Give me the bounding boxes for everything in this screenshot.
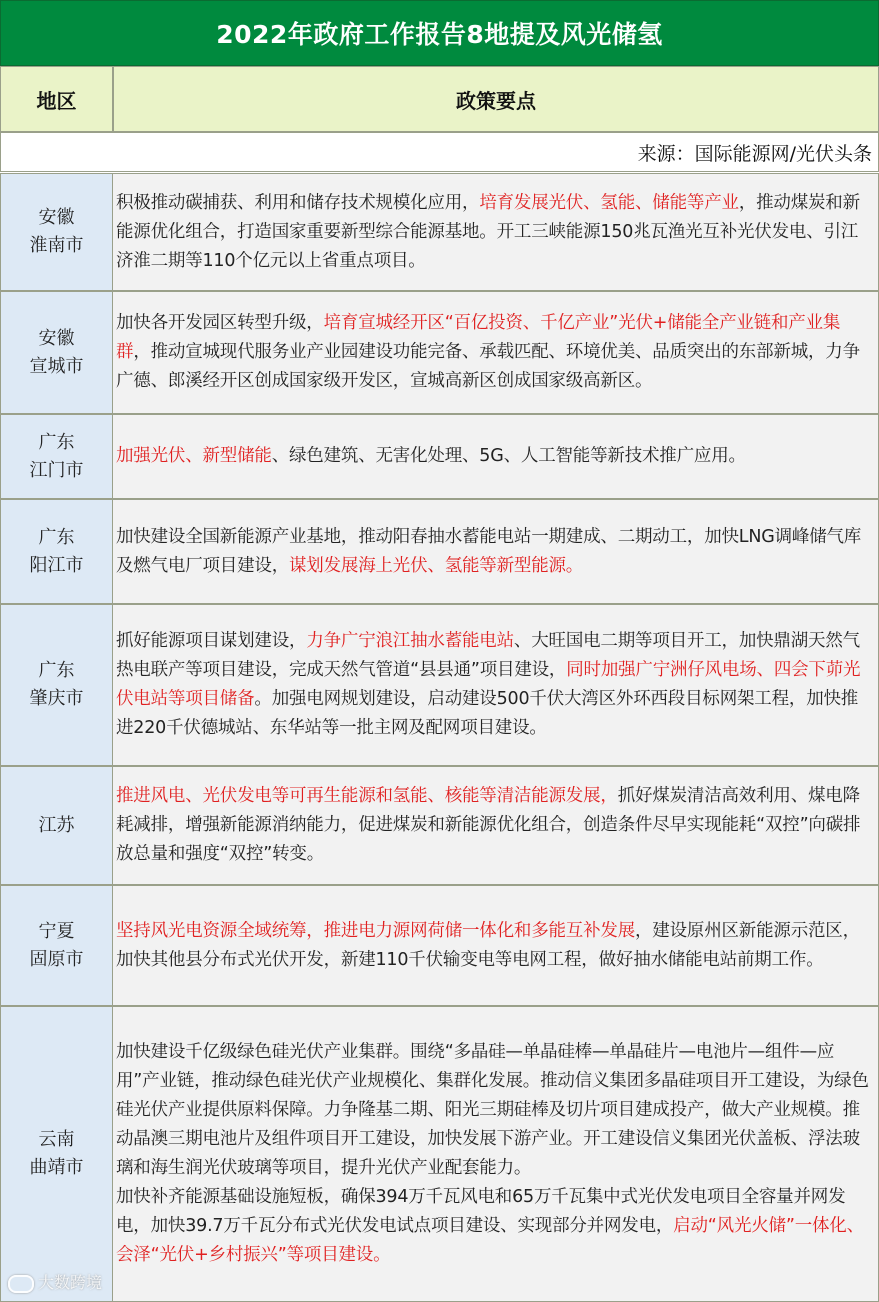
region-cell bbox=[0, 291, 113, 414]
policy-text: 积极推动碳捕获、利用和储存技术规模化应用， bbox=[116, 192, 480, 213]
header-policy: 政策要点 bbox=[113, 66, 879, 132]
policy-text: 加快各开发园区转型升级， bbox=[116, 313, 324, 333]
policy-highlight-text: 培育宣城经开区“百亿投资、千亿产业”光伏+储能全产业链和产业集群 bbox=[116, 313, 841, 362]
policy-highlight-text: 推进风电、光伏发电等可再生能源和氢能、核能等清洁能源发展， bbox=[116, 786, 618, 806]
region-cell bbox=[0, 766, 113, 885]
region-line: 宁夏 bbox=[38, 920, 75, 942]
table-row bbox=[0, 414, 879, 499]
policy-highlight-text: 力争广宁浪江抽水蓄能电站 bbox=[306, 631, 514, 651]
policy-text: 抓好能源项目谋划建设， bbox=[116, 631, 307, 651]
policy-cell bbox=[113, 885, 879, 1006]
policy-cell bbox=[113, 291, 879, 414]
watermark-logo-icon bbox=[8, 1275, 34, 1293]
region-line: 广东 bbox=[38, 431, 75, 453]
policy-text: 加快补齐能源基础设施短板，确保394万千瓦风电和65万千瓦集中式光伏发电项目全容量并网发电，加快39.7万千瓦分布式光伏发电试点项目建设、实现部分并网发电， bbox=[116, 1187, 846, 1236]
region-cell bbox=[0, 414, 113, 499]
table-row bbox=[0, 291, 879, 414]
policy-cell bbox=[113, 766, 879, 885]
region-cell bbox=[0, 499, 113, 604]
region-line: 淮南市 bbox=[29, 235, 84, 256]
policy-text: 加快建设千亿级绿色硅光伏产业集群。围绕“多晶硅—单晶硅棒—单晶硅片—电池片—组件—应用”产业链，推动绿色硅光伏产业规模化、集群化发展。推动信义集团多晶硅项目开工建设，为绿色硅光伏产业提供原料保障。力争隆基二期、阳光三期硅棒及切片项目建成投产，做大产业规模。推动晶澳三期电池片及组件项目开工建设，加快发展下游产业。开工建设信义集团光伏盖板、浮法玻璃和海生润光伏玻璃等项目，提升光伏产业配套能力。 bbox=[116, 1042, 869, 1178]
policy-highlight-text: 同时加强广宁洲仔风电场、四会下茆光伏电站等项目储备 bbox=[116, 660, 861, 709]
watermark bbox=[8, 1270, 102, 1293]
region-line: 宣城市 bbox=[29, 355, 84, 377]
region-line: 江门市 bbox=[29, 459, 84, 481]
policy-cell bbox=[113, 414, 879, 499]
table-row bbox=[0, 1006, 879, 1302]
policy-highlight-text: 培育发展光伏、氢能、储能等产业 bbox=[479, 192, 739, 213]
watermark-text: 大数跨境 bbox=[38, 1273, 103, 1292]
policy-text: ，推动宣城现代服务业产业园建设功能完备、承载匹配、环境优美、品质突出的东部新城，力争广德、郎溪经开区创成国家级开发区，宣城高新区创成国家级高新区。 bbox=[116, 342, 860, 391]
policy-text: 、绿色建筑、无害化处理、5G、人工智能等新技术推广应用。 bbox=[271, 446, 746, 466]
source-note: 来源：国际能源网/光伏头条 bbox=[0, 132, 879, 172]
policy-highlight-text: 谋划发展海上光伏、氢能等新型能源。 bbox=[289, 555, 584, 576]
region-line: 肇庆市 bbox=[29, 688, 84, 709]
policy-highlight-text: 加强光伏、新型储能 bbox=[116, 446, 272, 466]
table-row bbox=[0, 173, 879, 291]
policy-text: 。加强电网规划建设，启动建设500千伏大湾区外环西段目标网架工程，加快推进220千伏德城站、东华站等一批主网及配网项目建设。 bbox=[116, 689, 859, 738]
page-title: 2022年政府工作报告8地提及风光储氢 bbox=[0, 0, 879, 66]
policy-highlight-text: 启动“风光火储”一体化、会泽“光伏+乡村振兴”等项目建设。 bbox=[116, 1216, 864, 1265]
region-line: 曲靖市 bbox=[29, 1157, 84, 1178]
policy-cell bbox=[113, 1006, 879, 1302]
policy-text: 加快建设全国新能源产业基地，推动阳春抽水蓄能电站一期建成、二期动工，加快LNG调峰储气库及燃气电厂项目建设， bbox=[116, 526, 862, 576]
region-line: 固原市 bbox=[29, 948, 84, 970]
policy-text: ，建设原州区新能源示范区，加快其他县分布式光伏开发，新建110千伏输变电等电网工程，做好抽水储能电站前期工作。 bbox=[116, 920, 860, 970]
region-cell bbox=[0, 173, 113, 291]
table-row bbox=[0, 885, 879, 1006]
policy-text: 、大旺国电二期等项目开工，加快鼎湖天然气热电联产等项目建设，完成天然气管道“县县通”项目建设， bbox=[116, 631, 860, 680]
region-cell bbox=[0, 604, 113, 766]
table-row bbox=[0, 604, 879, 766]
policy-cell bbox=[113, 604, 879, 766]
header-region: 地区 bbox=[0, 66, 113, 132]
region-line: 云南 bbox=[38, 1129, 75, 1150]
region-line: 江苏 bbox=[38, 814, 75, 836]
region-line: 阳江市 bbox=[29, 554, 84, 576]
region-cell bbox=[0, 885, 113, 1006]
policy-highlight-text: 坚持风光电资源全域统筹，推进电力源网荷储一体化和多能互补发展 bbox=[116, 920, 635, 941]
region-line: 广东 bbox=[38, 526, 75, 548]
table-row bbox=[0, 499, 879, 604]
region-line: 安徽 bbox=[38, 207, 75, 228]
region-line: 安徽 bbox=[38, 327, 75, 349]
policy-cell bbox=[113, 499, 879, 604]
table-row bbox=[0, 766, 879, 885]
region-line: 广东 bbox=[38, 660, 75, 681]
region-cell bbox=[0, 1006, 113, 1302]
policy-cell bbox=[113, 173, 879, 291]
policy-text: ，推动煤炭和新能源优化组合，打造国家重要新型综合能源基地。开工三峡能源150兆瓦渔光互补光伏发电、引江济淮二期等110个亿元以上省重点项目。 bbox=[116, 192, 860, 271]
policy-text: 抓好煤炭清洁高效利用、煤电降耗减排，增强新能源消纳能力，促进煤炭和新能源优化组合，创造条件尽早实现能耗“双控”向碳排放总量和强度“双控”转变。 bbox=[116, 786, 861, 864]
